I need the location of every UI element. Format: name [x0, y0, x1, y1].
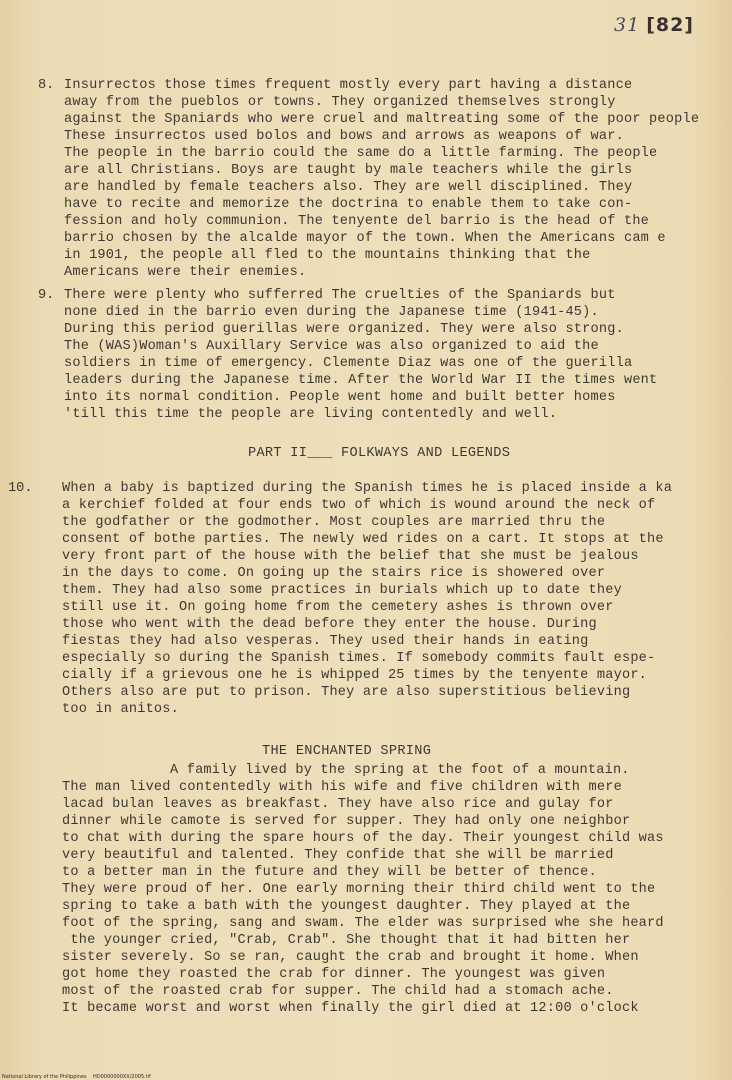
section-9-line: leaders during the Japanese time. After the World War II the times went: [64, 373, 658, 388]
section-10-line: them. They had also some practices in burials which up to date they: [62, 583, 622, 598]
section-10-line: too in anitos.: [62, 702, 180, 717]
section-9-line: none died in the barrio even during the Japanese time (1941-45).: [64, 305, 599, 320]
story-line: dinner while camote is served for supper. They had only one neighbor: [62, 814, 631, 829]
page-bracket-number: [82]: [646, 14, 694, 36]
section-9-line: During this period guerillas were organized. They were also strong.: [64, 322, 624, 337]
section-10-line: in the days to come. On going up the stairs rice is showered over: [62, 566, 606, 581]
section-10-line: a kerchief folded at four ends two of which is wound around the neck of: [62, 498, 656, 513]
section-9-line: There were plenty who sufferred The cruelties of the Spaniards but: [64, 288, 616, 303]
section-8-line: barrio chosen by the alcalde mayor of the town. When the Americans cam e: [64, 231, 666, 246]
page-reference: [614, 14, 694, 36]
section-8-line: in 1901, the people all fled to the mountains thinking that the: [64, 248, 591, 263]
story-line: to a better man in the future and they will be better of thence.: [62, 865, 597, 880]
section-8-line: against the Spaniards who were cruel and maltreating some of the poor people: [64, 112, 700, 127]
section-8-line: are all Christians. Boys are taught by male teachers while the girls: [64, 163, 633, 178]
section-10-number: 10.: [8, 481, 33, 496]
section-8-line: have to recite and memorize the doctrina to enable them to take con-: [64, 197, 633, 212]
story-line: A family lived by the spring at the foot of a mountain.: [170, 763, 630, 778]
section-9-line: The (WAS)Woman's Auxillary Service was also organized to aid the: [64, 339, 599, 354]
section-10-line: Others also are put to prison. They are also superstitious believing: [62, 685, 631, 700]
section-8-line: are handled by female teachers also. They are well disciplined. They: [64, 180, 633, 195]
section-9-line: soldiers in time of emergency. Clemente Diaz was one of the guerilla: [64, 356, 633, 371]
section-10-line: those who went with the dead before they enter the house. During: [62, 617, 597, 632]
section-8-line: The people in the barrio could the same do a little farming. The people: [64, 146, 658, 161]
story-line: lacad bulan leaves as breakfast. They have also rice and gulay for: [62, 797, 614, 812]
section-10-line: especially so during the Spanish times. If somebody commits fault espe-: [62, 651, 656, 666]
story-title: THE ENCHANTED SPRING: [262, 744, 432, 759]
section-9-number: 9.: [38, 288, 55, 303]
story-line: spring to take a bath with the youngest daughter. They played at the: [62, 899, 631, 914]
section-8-number: 8.: [38, 78, 55, 93]
section-8-line: Americans were their enemies.: [64, 265, 307, 280]
story-line: to chat with during the spare hours of the day. Their youngest child was: [62, 831, 664, 846]
story-line: They were proud of her. One early morning their third child went to the: [62, 882, 656, 897]
story-line: got home they roasted the crab for dinner. The youngest was given: [62, 967, 606, 982]
section-9-line: into its normal condition. People went home and built better homes: [64, 390, 616, 405]
section-8-line: These insurrectos used bolos and bows and arrows as weapons of war.: [64, 129, 624, 144]
story-line: very beautiful and talented. They confide that she will be married: [62, 848, 614, 863]
story-line: It became worst and worst when finally the girl died at 12:00 o'clock: [62, 1001, 639, 1016]
section-8-line: Insurrectos those times frequent mostly every part having a distance: [64, 78, 633, 93]
section-10-line: very front part of the house with the belief that she must be jealous: [62, 549, 639, 564]
story-line: most of the roasted crab for supper. The child had a stomach ache.: [62, 984, 614, 999]
section-10-line: fiestas they had also vesperas. They used their hands in eating: [62, 634, 589, 649]
section-10-line: still use it. On going home from the cemetery ashes is thrown over: [62, 600, 614, 615]
story-line: foot of the spring, sang and swam. The elder was surprised whe she heard: [62, 916, 664, 931]
story-line: sister severely. So se ran, caught the crab and brought it home. When: [62, 950, 639, 965]
section-8-line: fession and holy communion. The tenyente del barrio is the head of the: [64, 214, 650, 229]
section-9-line: 'till this time the people are living contentedly and well.: [64, 407, 558, 422]
scan-footer: National Library of the Philippines HD0000000XX/2005.tif: [2, 1074, 151, 1080]
story-line: the younger cried, "Crab, Crab". She thought that it had bitten her: [62, 933, 631, 948]
section-10-line: When a baby is baptized during the Spanish times he is placed inside a ka: [62, 481, 673, 496]
story-line: The man lived contentedly with his wife and five children with mere: [62, 780, 622, 795]
page-number: 31: [614, 14, 641, 36]
section-10-line: the godfather or the godmother. Most couples are married thru the: [62, 515, 606, 530]
section-10-line: cially if a grievous one he is whipped 25 times by the tenyente mayor.: [62, 668, 648, 683]
part-heading: PART II___ FOLKWAYS AND LEGENDS: [248, 446, 511, 461]
section-8-line: away from the pueblos or towns. They organized themselves strongly: [64, 95, 616, 110]
section-10-line: consent of bothe parties. The newly wed rides on a cart. It stops at the: [62, 532, 664, 547]
